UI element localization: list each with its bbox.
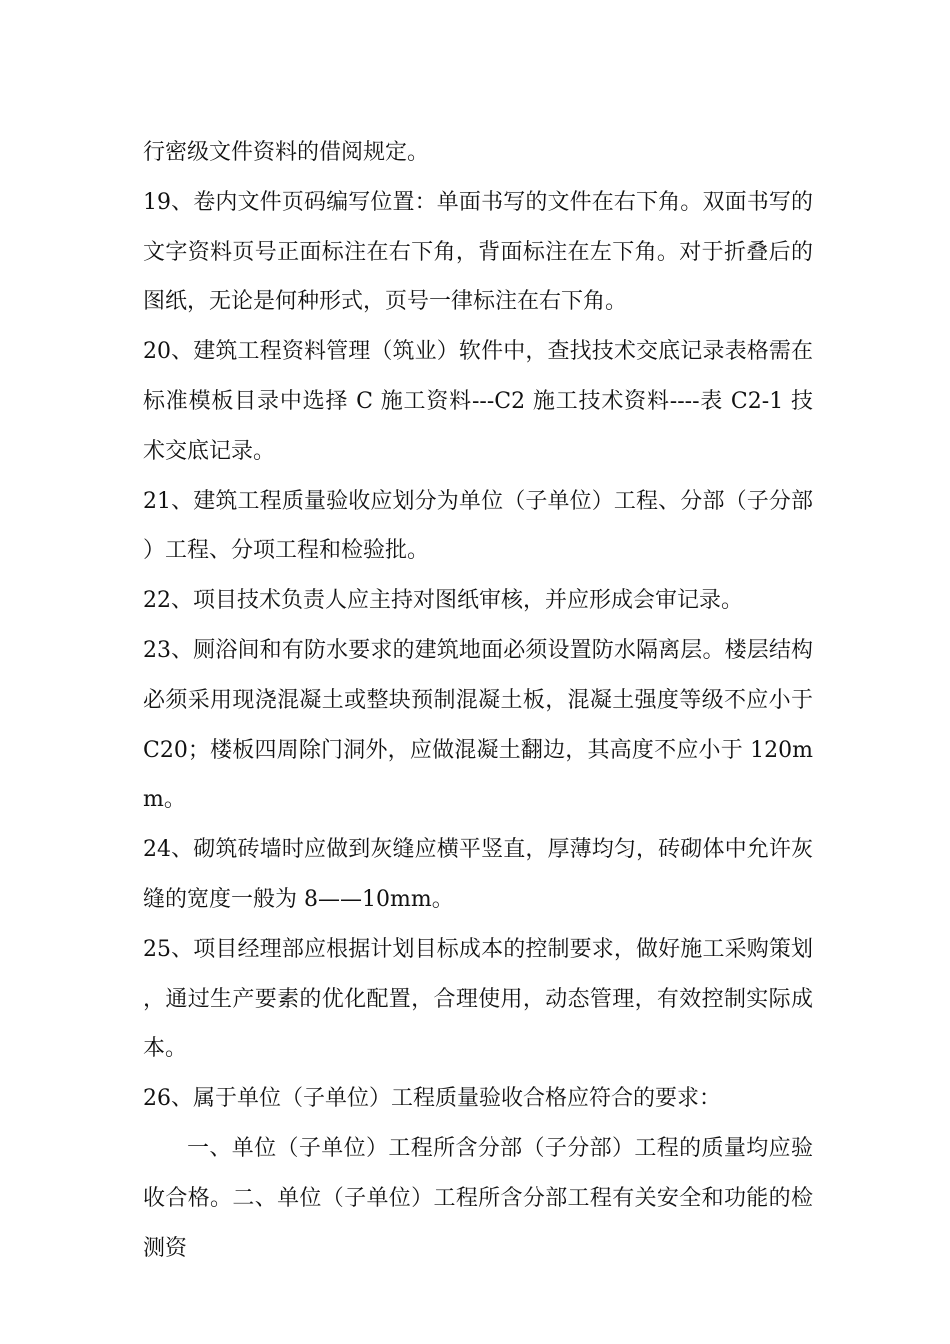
paragraph-item-24: 24、砌筑砖墙时应做到灰缝应横平竖直，厚薄均匀，砖砌体中允许灰缝的宽度一般为 8——10mm。 <box>143 837 813 912</box>
paragraph-item-26-detail: 一、单位（子单位）工程所含分部（子分部）工程的质量均应验收合格。二、单位（子单位）工程所含分部工程有关安全和功能的检测资 <box>143 1135 813 1261</box>
document-body <box>143 128 813 1273</box>
paragraph-item-25: 25、项目经理部应根据计划目标成本的控制要求，做好施工采购策划，通过生产要素的优化配置，合理使用，动态管理，有效控制实际成本。 <box>143 936 813 1062</box>
paragraph-item-19: 19、卷内文件页码编写位置：单面书写的文件在右下角。双面书写的文字资料页号正面标注在右下角，背面标注在左下角。对于折叠后的图纸，无论是何种形式，页号一律标注在右下角。 <box>143 189 813 315</box>
paragraph-item-26: 26、属于单位（子单位）工程质量验收合格应符合的要求： <box>143 1086 721 1112</box>
paragraph-item-21: 21、建筑工程质量验收应划分为单位（子单位）工程、分部（子分部）工程、分项工程和检验批。 <box>143 488 813 564</box>
paragraph-item-23: 23、厕浴间和有防水要求的建筑地面必须设置防水隔离层。楼层结构必须采用现浇混凝土或整块预制混凝土板，混凝土强度等级不应小于 C20；楼板四周除门洞外，应做混凝土翻边，其高度不应小于 120mm。 <box>143 637 813 813</box>
paragraph-item-20: 20、建筑工程资料管理（筑业）软件中，查找技术交底记录表格需在标准模板目录中选择 C 施工资料---C2 施工技术资料----表 C2-1 技术交底记录。 <box>143 339 813 464</box>
paragraph-continuation: 行密级文件资料的借阅规定。 <box>143 140 430 165</box>
paragraph-item-22: 22、项目技术负责人应主持对图纸审核，并应形成会审记录。 <box>143 588 743 614</box>
